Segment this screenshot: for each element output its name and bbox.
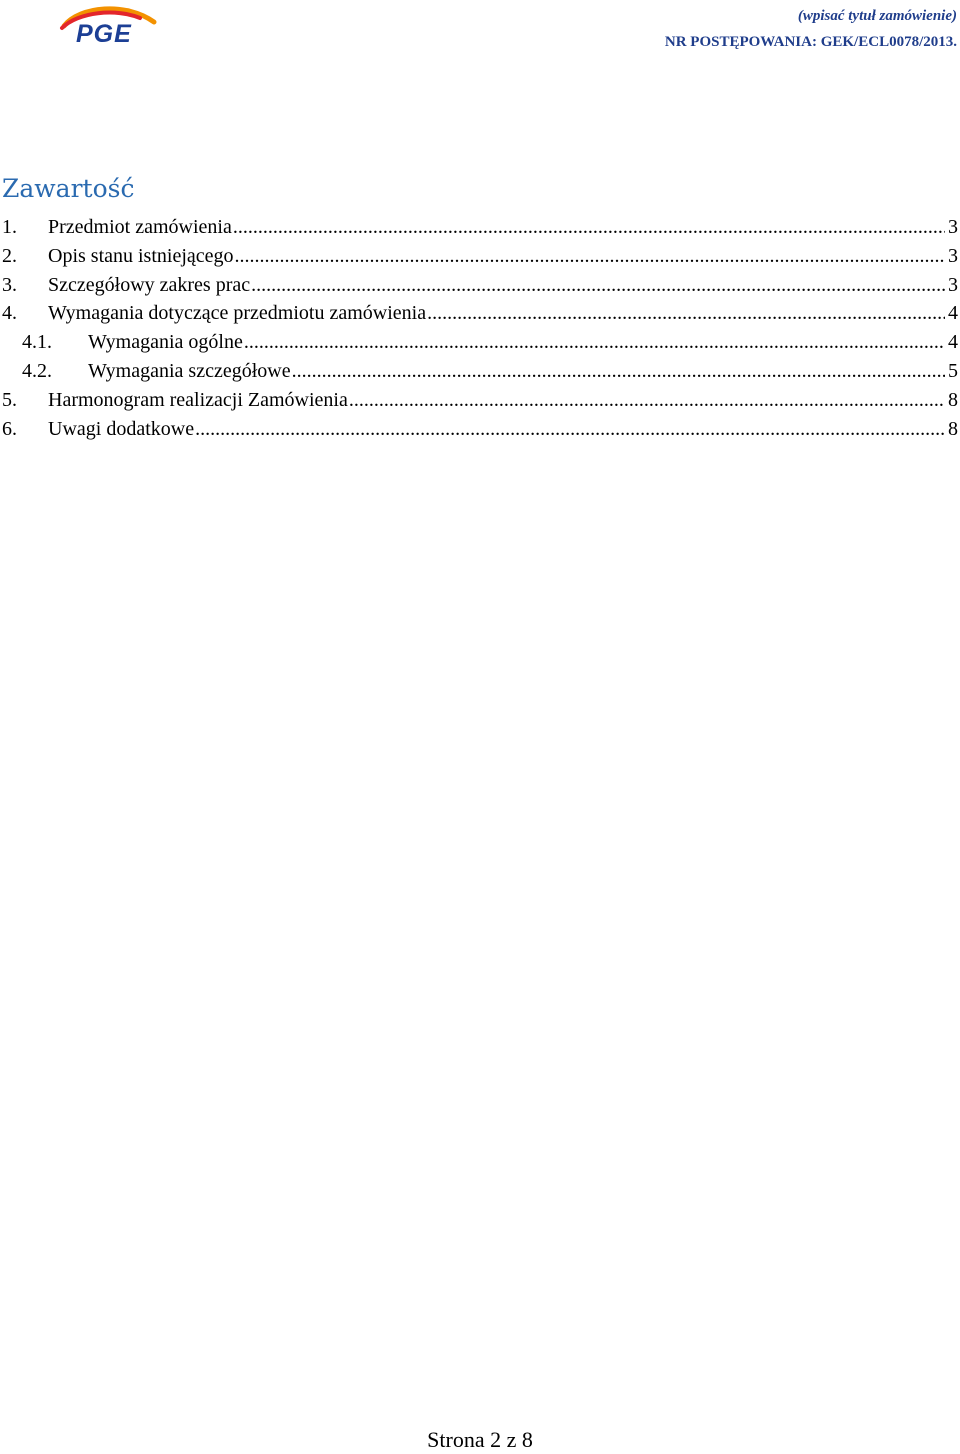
- toc-entry[interactable]: [2, 271, 958, 300]
- toc-leader-dots: [251, 271, 945, 299]
- toc-entry-title: Harmonogram realizacji Zamówienia: [48, 388, 348, 411]
- toc-entry-number: 4.1.: [22, 331, 52, 354]
- toc-entry-title: Wymagania szczegółowe: [88, 359, 291, 382]
- toc-entry-title: Przedmiot zamówienia: [48, 216, 232, 238]
- toc-subentry[interactable]: [2, 328, 958, 357]
- toc-entry[interactable]: [2, 242, 958, 271]
- logo-text: PGE: [76, 20, 132, 48]
- toc-entry-number: 4.2.: [22, 359, 52, 382]
- toc-entry-title: Wymagania ogólne: [88, 331, 243, 354]
- toc-leader-dots: [349, 386, 945, 414]
- document-header: [665, 6, 957, 52]
- toc-entry-page: 8: [948, 417, 958, 440]
- toc-entry-page: 3: [948, 273, 958, 296]
- pge-logo: [56, 4, 160, 50]
- toc-leader-dots: [195, 415, 945, 443]
- toc-heading: Zawartość: [2, 174, 135, 203]
- toc-leader-dots: [244, 328, 945, 356]
- header-title-placeholder: (wpisać tytuł zamówienie): [797, 8, 957, 24]
- toc-subentry[interactable]: [2, 357, 958, 386]
- toc-entry-number: 2.: [2, 244, 17, 267]
- page-number-footer: Strona 2 z 8: [427, 1427, 533, 1452]
- toc-entry-page: 5: [948, 359, 958, 382]
- toc-entry[interactable]: [2, 299, 958, 328]
- table-of-contents: [2, 213, 958, 443]
- toc-entry-page: 4: [948, 331, 958, 354]
- header-case-number: NR POSTĘPOWANIA: GEK/ECL0078/2013.: [664, 34, 957, 50]
- toc-entry[interactable]: [2, 415, 958, 444]
- toc-entry-number: 5.: [2, 388, 17, 411]
- toc-entry-number: 3.: [2, 273, 17, 296]
- toc-entry-title: Opis stanu istniejącego: [48, 244, 234, 267]
- toc-entry-page: 3: [948, 244, 958, 267]
- toc-leader-dots: [233, 213, 945, 241]
- toc-leader-dots: [427, 299, 945, 327]
- toc-entry-page: 8: [948, 388, 958, 411]
- toc-entry-number: 4.: [2, 302, 17, 325]
- toc-entry-number: 6.: [2, 417, 17, 440]
- toc-entry-title: Szczegółowy zakres prac: [48, 273, 251, 296]
- toc-entry-number: 1.: [2, 216, 17, 238]
- toc-entry[interactable]: [2, 386, 958, 415]
- toc-entry-page: 3: [948, 216, 958, 238]
- toc-leader-dots: [292, 357, 945, 385]
- toc-leader-dots: [235, 242, 945, 270]
- toc-entry-title: Wymagania dotyczące przedmiotu zamówienia: [48, 302, 427, 325]
- toc-entry[interactable]: [2, 213, 958, 242]
- toc-entry-title: Uwagi dodatkowe: [48, 417, 195, 440]
- toc-entry-page: 4: [948, 302, 958, 325]
